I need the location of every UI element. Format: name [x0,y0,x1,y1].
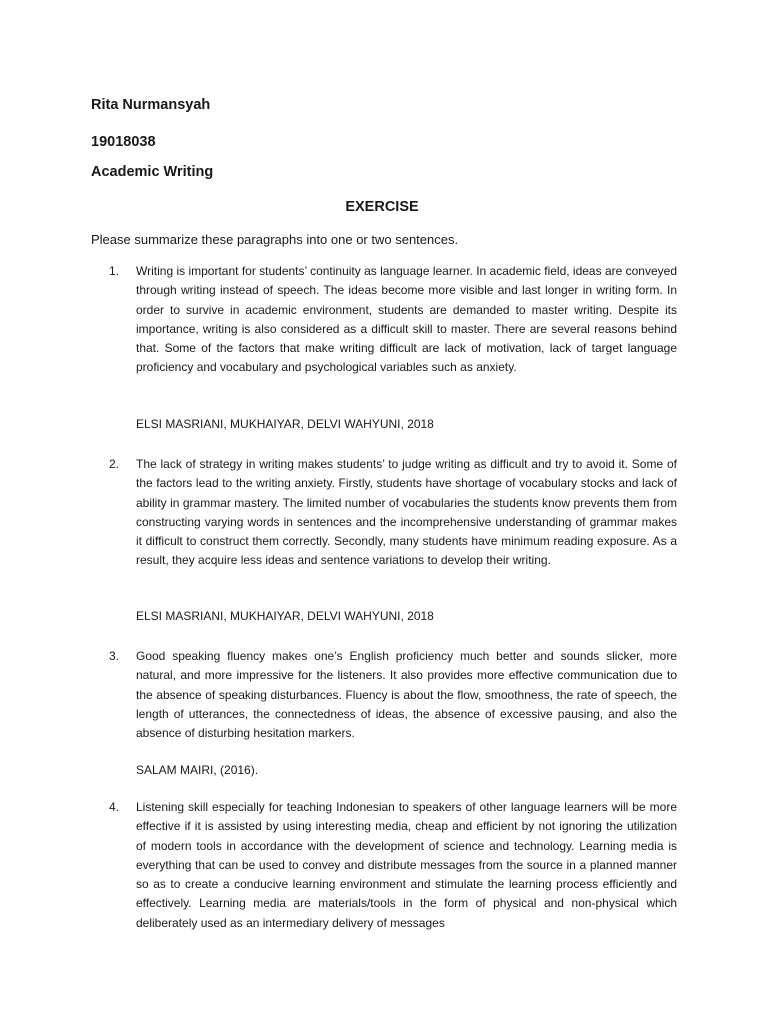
item-number: 4. [109,800,120,814]
item-paragraph: Listening skill especially for teaching Indonesian to speakers of other language learners will be more effective if it is assisted by using interesting media, cheap and efficient by not ignoring the utilization of modern tools in accordance with the development of science and technology. Learning media is everything that can be used to convey and distribute messages from the source in a planned manner so as to create a conducive learning environment and stimulate the learning process efficiently and effectively. Learning media are materials/tools in the form of physical and non-physical which deliberately used as an intermediary delivery of messages [136,800,677,930]
exercise-title: EXERCISE [345,199,419,215]
item-citation: SALAM MAIRI, (2016). [136,763,259,777]
item-paragraph: Good speaking fluency makes one’s English proficiency much better and sounds slicker, more natural, and more impressive for the listeners. It also provides more effective communication due to the absence of speaking disturbances. Fluency is about the flow, smoothness, the rate of speech, the length of utterances, the connectedness of ideas, the absence of excessive pausing, and also the absence of disturbing hesitation markers. [136,649,677,741]
item-number: 1. [109,264,120,278]
item-number: 2. [109,457,120,471]
instruction-text: Please summarize these paragraphs into one or two sentences. [91,232,459,247]
item-paragraph: Writing is important for students’ continuity as language learner. In academic field, ideas are conveyed through writing instead of speech. The ideas become more visible and last longer in writing form. In order to survive in academic environment, students are demanded to master writing. Despite its importance, writing is also considered as a difficult skill to master. There are several reasons behind that. Some of the factors that make writing difficult are lack of motivation, lack of target language proficiency and vocabulary and psychological variables such as anxiety. [136,264,677,375]
item-citation: ELSI MASRIANI, MUKHAIYAR, DELVI WAHYUNI, 2018 [136,417,434,431]
item-number: 3. [109,649,120,663]
item-paragraph: The lack of strategy in writing makes students’ to judge writing as difficult and try to avoid it. Some of the factors lead to the writing anxiety. Firstly, students have shortage of vocabulary stocks and lack of ability in grammar mastery. The limited number of vocabularies the students know prevents them from constructing varying words in sentences and the incomprehensive understanding of grammar makes it difficult to construct them correctly. Secondly, many students have minimum reading exposure. As a result, they acquire less ideas and sentence variations to develop their writing. [136,457,677,568]
course-name: Academic Writing [91,164,214,180]
author-name: Rita Nurmansyah [91,97,211,113]
item-citation: ELSI MASRIANI, MUKHAIYAR, DELVI WAHYUNI, 2018 [136,609,434,623]
student-id: 19018038 [91,134,156,150]
